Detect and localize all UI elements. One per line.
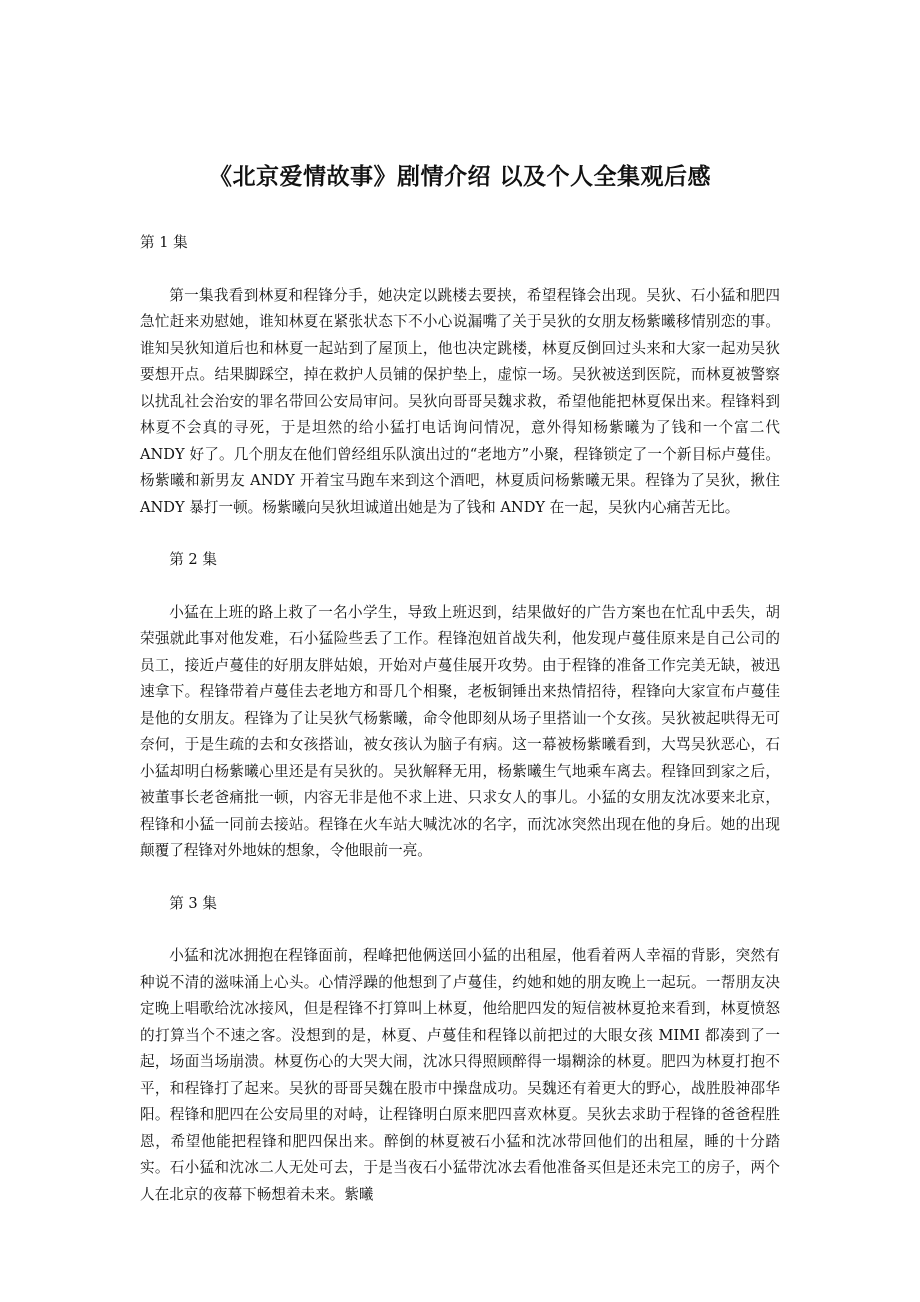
episode-2-heading: 第 2 集 bbox=[169, 551, 217, 568]
paragraph-gap bbox=[140, 917, 780, 943]
episode-2-body: 小猛在上班的路上救了一名小学生，导致上班迟到，结果做好的广告方案也在忙乱中丢失，胡荣强就此事对他发难，石小猛险些丢了工作。程锋泡妞首战失利，他发现卢蔓佳原来是自己公司的员工，接近卢蔓佳的好朋友胖姑娘，开始对卢蔓佳展开攻势。由于程锋的准备工作完美无缺，被迅速拿下。程锋带着卢蔓佳去老地方和哥几个相聚，老板铜锤出来热情招待，程锋向大家宣布卢蔓佳是他的女朋友。程锋为了让吴狄气杨紫曦，命令他即刻从场子里搭讪一个女孩。吴狄被起哄得无可奈何，于是生疏的去和女孩搭讪，被女孩认为脑子有病。这一幕被杨紫曦看到，大骂吴狄恶心，石小猛却明白杨紫曦心里还是有吴狄的。吴狄解释无用，杨紫曦生气地乘车离去。程锋回到家之后，被董事长老爸痛批一顿，内容无非是他不求上进、只求女人的事儿。小猛的女朋友沈冰要来北京，程锋和小猛一同前去接站。程锋在火车站大喊沈冰的名字，而沈冰突然出现在他的身后。她的出现颠覆了程锋对外地妹的想象，令他眼前一亮。 bbox=[140, 603, 780, 859]
paragraph-gap bbox=[140, 574, 780, 600]
paragraph-gap bbox=[140, 521, 780, 547]
document-title: 《北京爱情故事》剧情介绍 以及个人全集观后感 bbox=[208, 164, 711, 190]
paragraph-gap bbox=[140, 865, 780, 891]
episode-1-body: 第一集我看到林夏和程锋分手，她决定以跳楼去要挟，希望程锋会出现。吴狄、石小猛和肥四急忙赶来劝慰她，谁知林夏在紧张状态下不小心说漏嘴了关于吴狄的女朋友杨紫曦移情别恋的事。谁知吴狄知道后也和林夏一起站到了屋顶上，他也决定跳楼，林夏反倒回过头来和大家一起劝吴狄要想开点。结果脚踩空，掉在救护人员铺的保护垫上，虚惊一场。吴狄被送到医院，而林夏被警察以扰乱社会治安的罪名带回公安局审问。吴狄向哥哥吴魏求救，希望他能把林夏保出来。程锋料到林夏不会真的寻死，于是坦然的给小猛打电话询问情况，意外得知杨紫曦为了钱和一个富二代 ANDY 好了。几个朋友在他们曾经组乐队演出过的“老地方”小聚，程锋锁定了一个新目标卢蔓佳。杨紫曦和新男友 ANDY 开着宝马跑车来到这个酒吧，林夏质问杨紫曦无果。程锋为了吴狄，揪住 ANDY 暴打一顿。杨紫曦向吴狄坦诚道出她是为了钱和 ANDY 在一起，吴狄内心痛苦无比。 bbox=[140, 286, 780, 516]
paragraph-gap bbox=[140, 257, 780, 283]
document-content bbox=[140, 230, 780, 1208]
episode-1-heading: 第 1 集 bbox=[140, 234, 188, 251]
episode-3-heading: 第 3 集 bbox=[169, 894, 217, 912]
episode-3-body: 小猛和沈冰拥抱在程锋面前，程峰把他俩送回小猛的出租屋，他看着两人幸福的背影，突然有种说不清的滋味涌上心头。心情浮躁的他想到了卢蔓佳，约她和她的朋友晚上一起玩。一帮朋友决定晚上唱歌给沈冰接风，但是程锋不打算叫上林夏，他给肥四发的短信被林夏抢来看到，林夏愤怒的打算当个不速之客。没想到的是，林夏、卢蔓佳和程锋以前把过的大眼女孩 MIMI 都凑到了一起，场面当场崩溃。林夏伤心的大哭大闹，沈冰只得照顾醉得一塌糊涂的林夏。肥四为林夏打抱不平，和程锋打了起来。吴狄的哥哥吴魏在股市中操盘成功。吴魏还有着更大的野心，战胜股神邵华阳。程锋和肥四在公安局里的对峙，让程锋明白原来肥四喜欢林夏。吴狄去求助于程锋的爸爸程胜恩，希望他能把程锋和肥四保出来。醉倒的林夏被石小猛和沈冰带回他们的出租屋，睡的十分踏实。石小猛和沈冰二人无处可去，于是当夜石小猛带沈冰去看他准备买但是还未完工的房子，两个人在北京的夜幕下畅想着未来。紫曦 bbox=[140, 947, 780, 1203]
